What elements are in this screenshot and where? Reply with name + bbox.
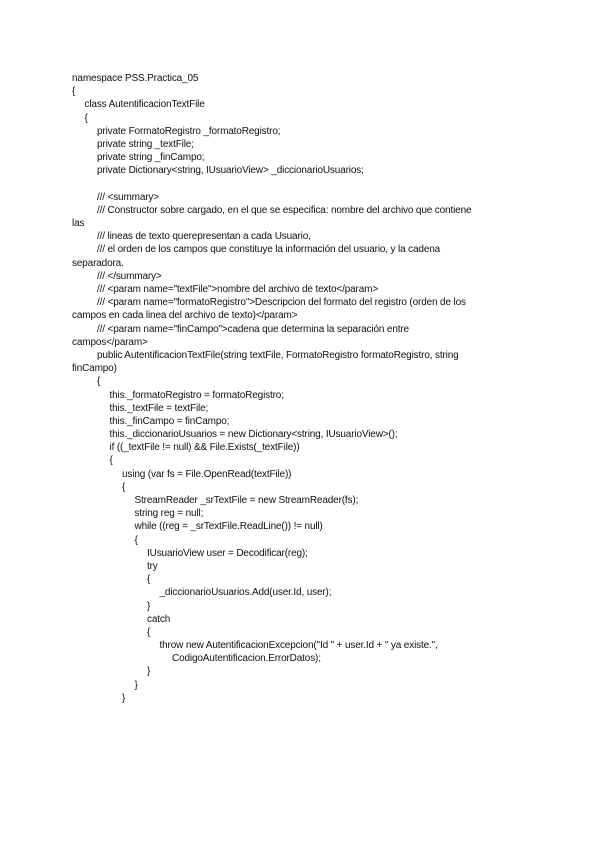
code-line: /// Constructor sobre cargado, en el que se especifica: nombre del archivo que contiene — [97, 204, 472, 216]
code-line: StreamReader _srTextFile = new StreamReader(fs); — [134, 495, 359, 506]
code-line: } — [134, 679, 138, 691]
code-line: { — [147, 574, 151, 586]
blank-line — [72, 178, 532, 191]
code-line: private string _finCampo; — [97, 152, 205, 164]
code-line: string reg = null; — [134, 508, 204, 520]
code-line: private FormatoRegistro _formatoRegistro; — [97, 125, 281, 137]
code-line: _diccionarioUsuarios.Add(user.Id, user); — [159, 587, 332, 599]
code-line: } — [147, 666, 151, 678]
code-line: /// el orden de los campos que constituye la información del usuario, y la cadena — [97, 244, 441, 256]
code-line: public AutentificacionTextFile(string textFile, FormatoRegistro formatoRegistro, string — [97, 349, 459, 361]
code-line: { — [134, 534, 138, 546]
code-line: namespace PSS.Practica_05 — [72, 73, 199, 84]
code-line: IUsuarioView user = Decodificar(reg); — [147, 547, 308, 559]
code-line: private string _textFile; — [97, 138, 194, 150]
code-line: CodigoAutentificacion.ErrorDatos); — [172, 653, 321, 665]
code-listing — [72, 72, 532, 705]
code-line: { — [72, 86, 76, 98]
code-line: this._textFile = textFile; — [109, 402, 209, 414]
code-line: { — [109, 455, 113, 467]
code-line: { — [147, 626, 151, 638]
code-line: private Dictionary<string, IUsuarioView> _diccionarioUsuarios; — [97, 165, 364, 177]
code-line: this._diccionarioUsuarios = new Dictionary<string, IUsuarioView>(); — [109, 429, 398, 441]
code-line: } — [122, 692, 126, 704]
code-line: this._formatoRegistro = formatoRegistro; — [109, 389, 284, 401]
code-line: { — [97, 376, 101, 388]
code-line: /// <param name="textFile">nombre del archivo de texto</param> — [97, 284, 379, 295]
code-line: try — [147, 560, 158, 572]
code-line: using (var fs = File.OpenRead(textFile)) — [122, 468, 292, 480]
code-line: throw new AutentificacionExcepcion("Id " + user.Id + " ya existe.", — [159, 640, 438, 652]
code-line: } — [147, 600, 151, 612]
code-line: finCampo) — [72, 363, 117, 375]
code-line: /// </summary> — [97, 270, 162, 282]
code-line: campos</param> — [72, 336, 148, 348]
code-line: while ((reg = _srTextFile.ReadLine()) != null) — [134, 521, 323, 533]
code-line: if ((_textFile != null) && File.Exists(_textFile)) — [109, 442, 300, 454]
code-line: /// <param name="finCampo">cadena que determina la separación entre — [97, 323, 409, 335]
code-line: /// <summary> — [97, 191, 159, 203]
code-line: this._finCampo = finCampo; — [109, 415, 230, 427]
code-line: campos en cada linea del archivo de texto)</param> — [72, 310, 298, 322]
code-line: /// lineas de texto querepresentan a cada Usuario, — [97, 231, 311, 243]
code-line: class AutentificacionTextFile — [84, 99, 205, 111]
code-line: separadora. — [72, 257, 124, 269]
code-line: { — [122, 481, 126, 493]
code-line: catch — [147, 613, 171, 625]
code-line: /// <param name="formatoRegistro">Descripcion del formato del registro (orden de los — [97, 297, 466, 309]
code-line: las — [72, 218, 85, 230]
code-line: { — [84, 112, 88, 124]
